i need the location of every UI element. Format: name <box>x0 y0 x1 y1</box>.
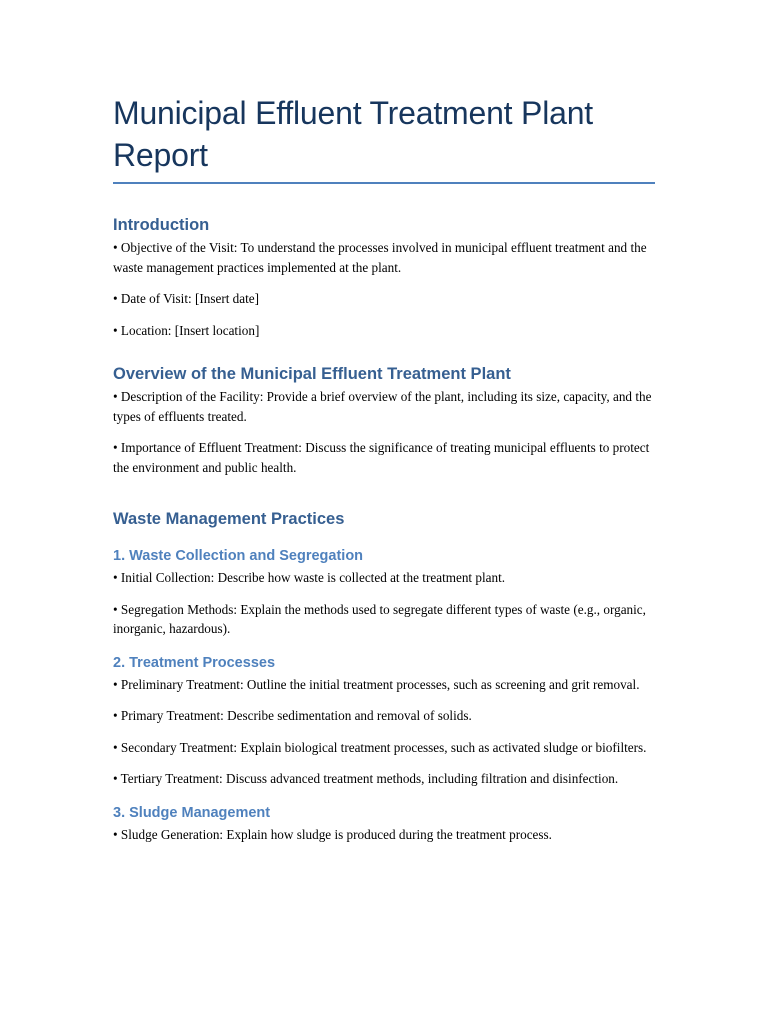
heading-overview: Overview of the Municipal Effluent Treatment Plant <box>113 365 511 383</box>
sludge-generation-paragraph: • Sludge Generation: Explain how sludge is produced during the treatment process. <box>113 826 552 842</box>
subheading-waste-collection: 1. Waste Collection and Segregation <box>113 548 364 564</box>
treatment-secondary-paragraph: • Secondary Treatment: Explain biological treatment processes, such as activated sludge or biofilters. <box>113 739 647 755</box>
intro-objective-paragraph: • Objective of the Visit: To understand the processes involved in municipal effluent treatment and the waste management practices implemented at the plant. <box>113 240 647 275</box>
treatment-preliminary-paragraph: • Preliminary Treatment: Outline the initial treatment processes, such as screening and grit removal. <box>113 676 640 692</box>
intro-location-paragraph: • Location: [Insert location] <box>113 322 260 338</box>
collection-initial-paragraph: • Initial Collection: Describe how waste is collected at the treatment plant. <box>113 570 506 585</box>
document-title: Municipal Effluent Treatment Plant Report <box>113 95 593 173</box>
heading-waste-management: Waste Management Practices <box>113 510 345 528</box>
subheading-sludge-management: 3. Sludge Management <box>113 804 271 821</box>
title-divider <box>113 182 655 184</box>
treatment-primary-paragraph: • Primary Treatment: Describe sedimentation and removal of solids. <box>113 708 472 723</box>
subheading-treatment-processes: 2. Treatment Processes <box>113 654 276 671</box>
intro-date-paragraph: • Date of Visit: [Insert date] <box>113 291 260 306</box>
heading-introduction: Introduction <box>113 216 210 234</box>
overview-importance-paragraph: • Importance of Effluent Treatment: Discuss the significance of treating municipal effluents to protect the environment and public health. <box>113 440 650 475</box>
overview-facility-paragraph: • Description of the Facility: Provide a brief overview of the plant, including its size, capacity, and the types of effluents treated. <box>113 389 652 424</box>
treatment-tertiary-paragraph: • Tertiary Treatment: Discuss advanced treatment methods, including filtration and disinfection. <box>113 771 619 786</box>
collection-segregation-paragraph: • Segregation Methods: Explain the methods used to segregate different types of waste (e.g., organic, inorganic, hazardous). <box>113 601 646 636</box>
document-page <box>113 92 655 844</box>
